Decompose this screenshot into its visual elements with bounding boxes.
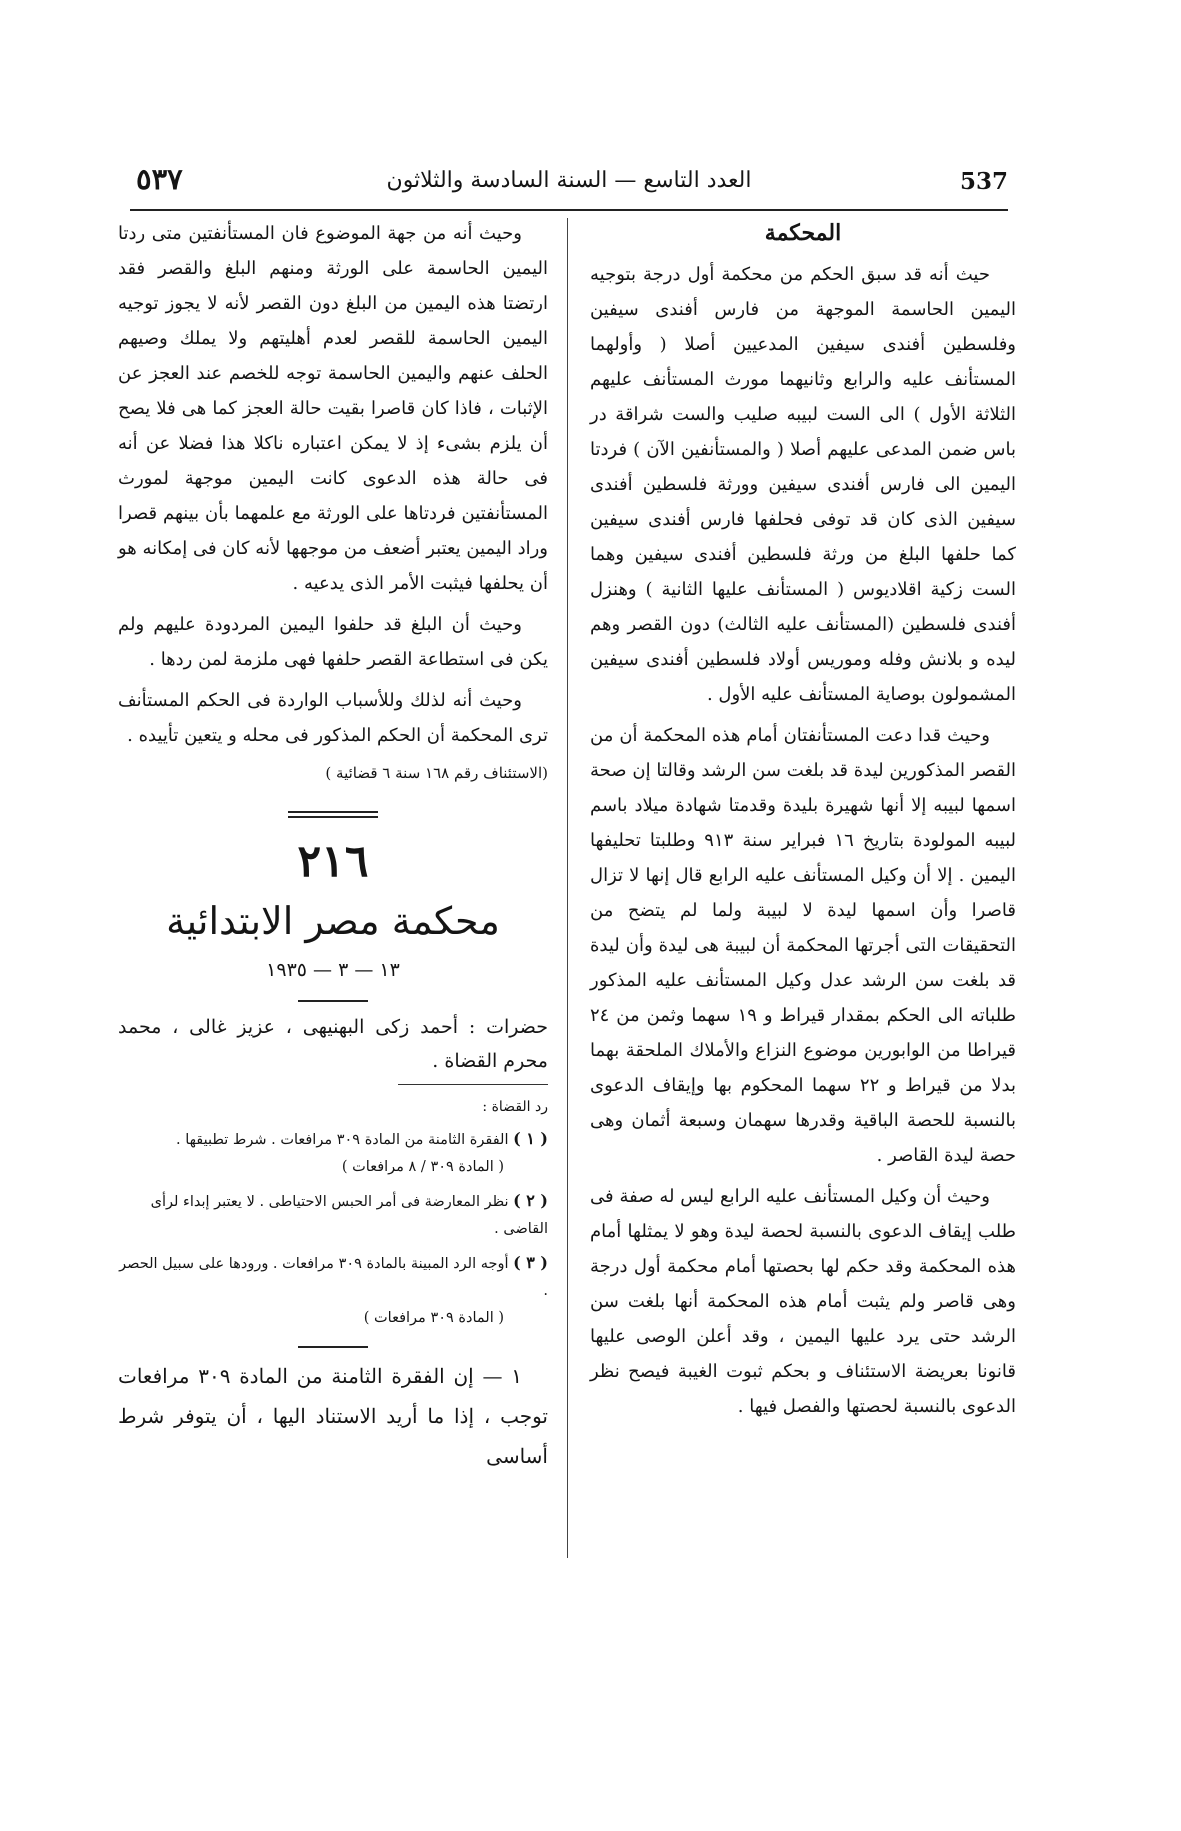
headnote-number: ( ٣ ) <box>513 1253 548 1272</box>
headnote-text: نظر المعارضة فى أمر الحبس الاحتياطى . لا يعتبر إبداء لرأى القاضى . <box>150 1194 548 1237</box>
headnotes-label: رد القضاة : <box>482 1099 548 1115</box>
headnote-item <box>118 1249 548 1332</box>
headnote-reference: ( المادة ٣٠٩ / ٨ مرافعات ) <box>341 1159 504 1175</box>
page-header <box>130 160 1008 206</box>
left-paragraph-3: وحيث أنه لذلك وللأسباب الواردة فى الحكم المستأنف ترى المحكمة أن الحكم المذكور فى محله و يتعين تأييده . <box>118 690 548 746</box>
right-paragraph-3: وحيث أن وكيل المستأنف عليه الرابع ليس له صفة فى طلب إيقاف الدعوى بالنسبة لحصة ليدة وهو لا يمثلها أمام هذه المحكمة وقد حكم لها بحصتها أمام محكمة أول درجة وهى قاصر ولم يثبت أمام هذه المحكمة أنها بلغت سن الرشد حتى يرد عليها اليمين ، وقد أعلن الوصى عليها قانونا بعريضة الاستئناف و بحكم ثبوت الغيبة فيصح نظر الدعوى بالنسبة لحصتها والفصل فيها . <box>590 1186 1016 1417</box>
headnotes-rule <box>398 1084 548 1085</box>
ruling-paragraph-1: ١ — إن الفقرة الثامنة من المادة ٣٠٩ مرافعات توجب ، إذا ما أريد الاستناد اليها ، أن يتوفر شرط أساسى <box>118 1364 548 1468</box>
case-number: ٢١٦ <box>297 836 369 887</box>
header-rule <box>130 209 1008 211</box>
page-number-latin: 537 <box>959 168 1008 195</box>
headnote-item <box>118 1125 548 1181</box>
section-double-rule <box>288 811 378 818</box>
right-paragraph-2: وحيث قدا دعت المستأنفتان أمام هذه المحكمة أن من القصر المذكورين ليدة قد بلغت سن الرشد وقالتا إن صحة اسمها لبيبه إلا أنها شهيرة بليدة وقدمتا شهادة ميلاد باسم لبيبه المولودة بتاريخ ١٦ فبراير سنة ٩١٣ وطلبتا تحليفها اليمين . إلا أن وكيل المستأنف عليه الرابع قال إنها لا تزال قاصرا وأن اسمها ليدة لا لبيبة ولما لم يتضح من التحقيقات التى أجرتها المحكمة أن لبيبة هى ليدة وأن ليدة قد بلغت سن الرشد عدل وكيل المستأنف عليه المذكور طلباته الى الحكم بمقدار قيراط و ١٩ سهما وثمن من ٢٤ قيراطا من الوابورين موضوع النزاع والأملاك الملحقة بهما بدلا من قيراط و ٢٢ سهما المحكوم بها وإيقاف الدعوى بالنسبة للحصة الباقية وقدرها سهمان وسبعة أثمان وهى حصة ليدة القاصر . <box>590 725 1016 1166</box>
court-heading: المحكمة <box>764 220 842 246</box>
headnote-reference: ( المادة ٣٠٩ مرافعات ) <box>363 1310 504 1326</box>
right-column <box>590 216 1016 1430</box>
court-name: محكمة مصر الابتدائية <box>166 899 500 943</box>
running-title: العدد التاسع — السنة السادسة والثلاثون <box>386 168 752 193</box>
column-divider <box>567 218 568 1558</box>
body-separator-rule <box>298 1346 368 1348</box>
left-paragraph-1: وحيث أنه من جهة الموضوع فان المستأنفتين متى ردتا اليمين الحاسمة على الورثة ومنهم البلغ والقصر فقد ارتضتا هذه اليمين من البلغ دون القصر لأنه لا يجوز توجيه اليمين الحاسمة للقصر لعدم أهليتهم ولا يملك وصيهم الحلف عنهم واليمين الحاسمة توجه للخصم عند العجز عن الإثبات ، فاذا كان قاصرا بقيت حالة العجز كما هى فلا يصح أن يلزم بشىء إذ لا يمكن اعتباره ناكلا هذا فضلا عن أنه فى حالة هذه الدعوى كانت اليمين موجهة لمورث المستأنفتين فردتاها على الورثة مع علمهما بأن بينهم قصرا وراد اليمين يعتبر أضعف من موجهها لأنه كان فى إمكانه هو أن يحلفها فيثبت الأمر الذى يدعيه . <box>118 223 548 594</box>
case-date: ١٣ — ٣ — ١٩٣٥ <box>266 959 400 981</box>
headnote-number: ( ١ ) <box>513 1129 548 1148</box>
headnote-item <box>118 1187 548 1243</box>
headnote-number: ( ٢ ) <box>513 1191 548 1210</box>
appeal-citation: (الاستئناف رقم ١٦٨ سنة ٦ قضائية ) <box>325 764 548 782</box>
judges-list: حضرات : أحمد زكى البهنيهى ، عزيز غالى ، محمد محرم القضاة . <box>118 1016 548 1072</box>
headnote-text: الفقرة الثامنة من المادة ٣٠٩ مرافعات . شرط تطبيقها . <box>175 1132 509 1148</box>
left-column <box>118 216 548 1482</box>
headnote-text: أوجه الرد المبينة بالمادة ٣٠٩ مرافعات . ورودها على سبيل الحصر . <box>119 1256 548 1299</box>
left-paragraph-2: وحيث أن البلغ قد حلفوا اليمين المردودة عليهم ولم يكن فى استطاعة القصر حلفها فهى ملزمة لمن ردها . <box>118 614 548 670</box>
page-number-arabic: ٥٣٧ <box>136 162 183 196</box>
right-paragraph-1: حيث أنه قد سبق الحكم من محكمة أول درجة بتوجيه اليمين الحاسمة الموجهة من فارس أفندى سيفين وفلسطين أفندى سيفين المدعيين أصلا ( وأولهما المستأنف عليه والرابع وثانيهما مورث المستأنف عليهم الثلاثة الأول ) الى الست لبيبه صليب والست شراقة در باس ضمن المدعى عليهم أصلا ( والمستأنفين الآن ) فردتا اليمين الى فارس أفندى سيفين وورثة فلسطين أفندى سيفين الذى كان قد توفى فحلفها فارس أفندى سيفين كما حلفها البلغ من ورثة فلسطين أفندى سيفين وهما الست زكية اقلاديوس ( المستأنف عليها الثانية ) وهنزل أفندى فلسطين (المستأنف عليه الثالث) دون القصر وهم ليده و بلانش وفله وموريس أولاد فلسطين أفندى سيفين المشمولون بوصاية المستأنف عليه الأول . <box>590 264 1016 705</box>
date-rule <box>298 1000 368 1002</box>
